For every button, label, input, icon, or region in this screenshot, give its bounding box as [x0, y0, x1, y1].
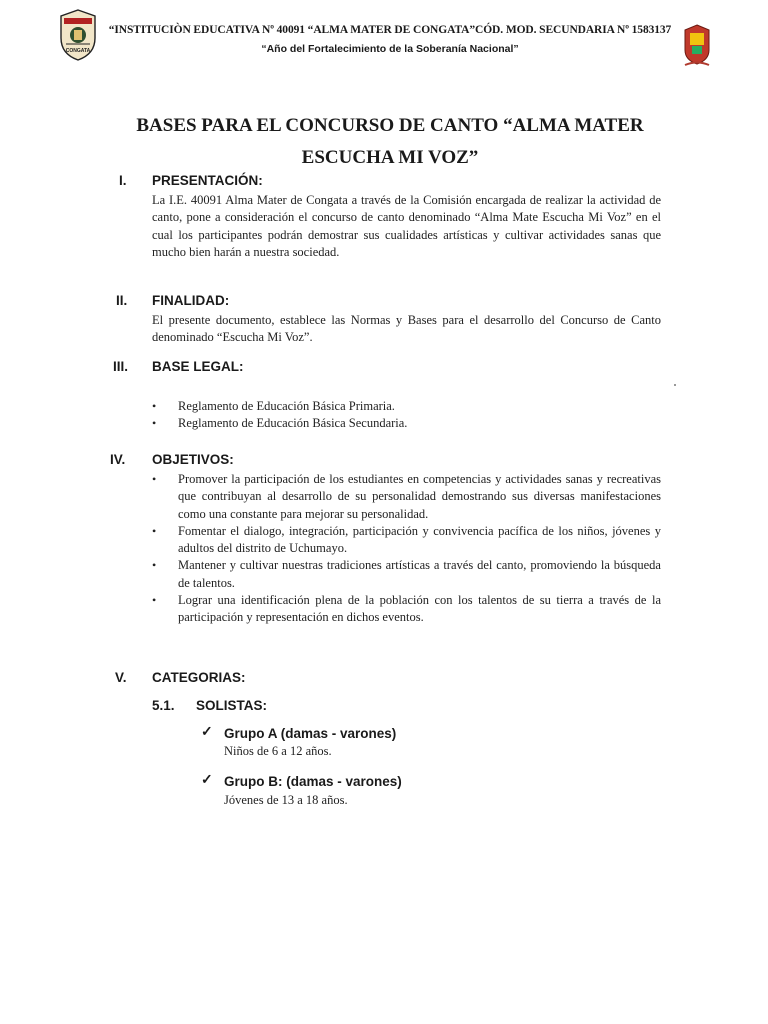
presentacion-text: La I.E. 40091 Alma Mater de Congata a través de la Comisión encargada de realizar la actividad de canto, pone a consideración el concurso de canto denominado “Alma Mate Escucha Mi Voz” en el cual los participantes podrán demostrar sus cualidades artísticas y cultivar actividades sanas que mucho bien harán a nuestra sociedad. — [152, 193, 661, 259]
regional-emblem-logo — [683, 24, 711, 68]
school-crest-logo — [58, 8, 98, 62]
bullet-icon: • — [152, 472, 157, 486]
list-item-text: Reglamento de Educación Básica Secundaria. — [178, 416, 408, 431]
list-item — [152, 592, 661, 627]
subsection-heading-solistas: SOLISTAS: — [196, 698, 268, 713]
list-item — [152, 471, 661, 523]
section-number-5: V. — [115, 670, 127, 685]
list-item — [152, 523, 661, 558]
year-motto: “Año del Fortalecimiento de la Soberanía Nacional” — [261, 43, 519, 55]
document-title — [90, 110, 690, 174]
bullet-icon: • — [152, 523, 157, 538]
section-heading-objetivos: OBJETIVOS: — [152, 452, 234, 467]
institution-header: “INSTITUCIÒN EDUCATIVA Nº 40091 “ALMA MATER DE CONGATA”CÓD. MOD. SECUNDARIA Nº 1583137 — [108, 24, 672, 36]
section-heading-base-legal: BASE LEGAL: — [152, 359, 244, 374]
bullet-icon: • — [152, 416, 157, 431]
section-heading-categorias: CATEGORIAS: — [152, 670, 246, 685]
group-a-text: Niños de 6 a 12 años. — [224, 744, 332, 758]
group-b-text: Jóvenes de 13 a 18 años. — [224, 793, 348, 807]
section-number-4: IV. — [110, 452, 126, 467]
group-b-heading: Grupo B: (damas - varones) — [224, 774, 402, 789]
bullet-icon: • — [152, 593, 157, 608]
logo-left-text: CONGATA — [65, 48, 91, 54]
finalidad-text: El presente documento, establece las Normas y Bases para el desarrollo del Concurso de Canto denominado “Escucha Mi Voz”. — [152, 313, 661, 345]
objetivos-list — [152, 471, 661, 627]
list-item-text: Promover la participación de los estudiantes en competencias y actividades sanas y recreativas que contribuyan al desarrollo de su personalidad demostrando sus diversas manifestaciones como una constante para mejorar su personalidad. — [178, 472, 661, 521]
checkmark-icon: ✓ — [201, 725, 213, 740]
section-number-3: III. — [113, 359, 129, 374]
bullet-icon: • — [152, 558, 157, 573]
stray-mark — [674, 384, 676, 386]
list-item — [152, 398, 661, 415]
group-a-heading: Grupo A (damas - varones) — [224, 726, 397, 741]
list-item-text: Fomentar el dialogo, integración, participación y convivencia pacífica de los niños, jóvenes y adultos del distrito de Uchumayo. — [178, 523, 661, 556]
section-number-1: I. — [119, 173, 127, 188]
subsection-number: 5.1. — [152, 698, 175, 713]
section-heading-presentacion: PRESENTACIÓN: — [152, 173, 263, 188]
section-heading-finalidad: FINALIDAD: — [152, 293, 230, 308]
list-item-text: Mantener y cultivar nuestras tradiciones artísticas a través del canto, promoviendo la búsqueda de talentos. — [178, 558, 661, 590]
title-line-2: ESCUCHA MI VOZ” — [301, 147, 479, 168]
bullet-icon: • — [152, 399, 157, 413]
list-item — [152, 557, 661, 592]
base-legal-list — [152, 398, 661, 433]
checkmark-icon: ✓ — [201, 773, 213, 788]
list-item-text: Lograr una identificación plena de la población con los talentos de su tierra a través de la participación y representación en dichos eventos. — [178, 593, 661, 625]
list-item — [152, 415, 661, 432]
title-line-1: BASES PARA EL CONCURSO DE CANTO “ALMA MATER — [136, 115, 644, 136]
list-item-text: Reglamento de Educación Básica Primaria. — [178, 399, 395, 413]
section-number-2: II. — [116, 293, 128, 308]
